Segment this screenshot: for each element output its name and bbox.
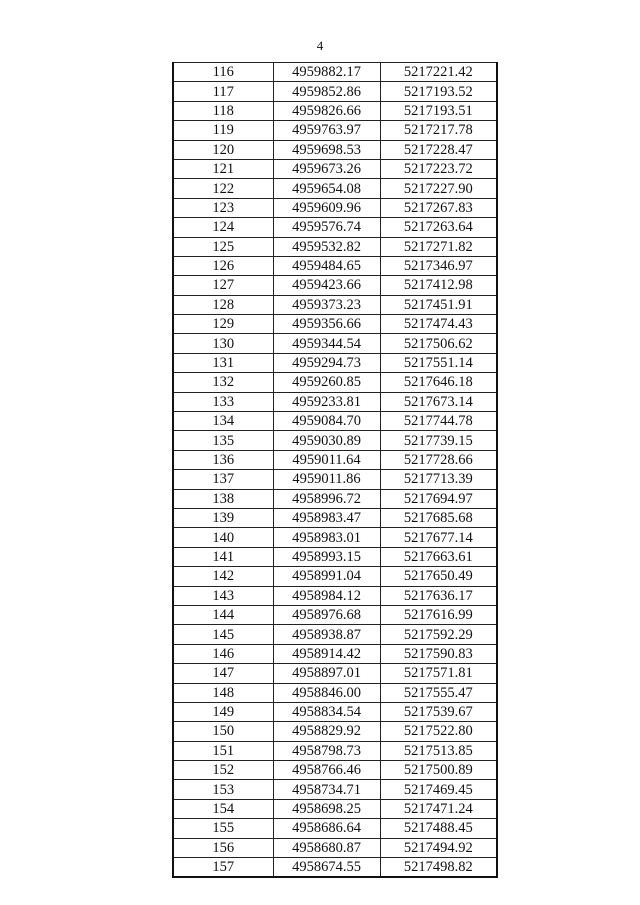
y-coordinate-cell: 5217592.29: [380, 625, 497, 644]
table-row: [173, 683, 497, 702]
table-row: [173, 508, 497, 527]
point-number-cell: 121: [173, 159, 273, 178]
table-row: [173, 780, 497, 799]
y-coordinate-cell: 5217522.80: [380, 722, 497, 741]
x-coordinate-cell: 4959532.82: [273, 237, 380, 256]
table-row: [173, 664, 497, 683]
x-coordinate-cell: 4959423.66: [273, 276, 380, 295]
point-number-cell: 143: [173, 586, 273, 605]
y-coordinate-cell: 5217590.83: [380, 644, 497, 663]
table-row: [173, 644, 497, 663]
table-row: [173, 567, 497, 586]
y-coordinate-cell: 5217571.81: [380, 664, 497, 683]
y-coordinate-cell: 5217223.72: [380, 159, 497, 178]
point-number-cell: 150: [173, 722, 273, 741]
table-row: [173, 159, 497, 178]
table-row: [173, 82, 497, 101]
x-coordinate-cell: 4959609.96: [273, 198, 380, 217]
table-row: [173, 799, 497, 818]
x-coordinate-cell: 4958734.71: [273, 780, 380, 799]
y-coordinate-cell: 5217500.89: [380, 761, 497, 780]
point-number-cell: 153: [173, 780, 273, 799]
table-row: [173, 431, 497, 450]
x-coordinate-cell: 4959852.86: [273, 82, 380, 101]
table-row: [173, 392, 497, 411]
point-number-cell: 117: [173, 82, 273, 101]
x-coordinate-cell: 4958674.55: [273, 858, 380, 878]
table-row: [173, 198, 497, 217]
table-row: [173, 295, 497, 314]
y-coordinate-cell: 5217227.90: [380, 179, 497, 198]
y-coordinate-cell: 5217513.85: [380, 741, 497, 760]
y-coordinate-cell: 5217494.92: [380, 838, 497, 857]
point-number-cell: 139: [173, 508, 273, 527]
table-row: [173, 218, 497, 237]
point-number-cell: 135: [173, 431, 273, 450]
table-row: [173, 412, 497, 431]
point-number-cell: 123: [173, 198, 273, 217]
point-number-cell: 134: [173, 412, 273, 431]
table-row: [173, 373, 497, 392]
point-number-cell: 140: [173, 528, 273, 547]
point-number-cell: 120: [173, 140, 273, 159]
point-number-cell: 116: [173, 63, 273, 82]
x-coordinate-cell: 4959011.64: [273, 450, 380, 469]
x-coordinate-cell: 4959576.74: [273, 218, 380, 237]
x-coordinate-cell: 4958993.15: [273, 547, 380, 566]
y-coordinate-cell: 5217616.99: [380, 605, 497, 624]
table-row: [173, 334, 497, 353]
x-coordinate-cell: 4959484.65: [273, 256, 380, 275]
x-coordinate-cell: 4958914.42: [273, 644, 380, 663]
point-number-cell: 144: [173, 605, 273, 624]
y-coordinate-cell: 5217713.39: [380, 470, 497, 489]
point-number-cell: 138: [173, 489, 273, 508]
table-row: [173, 315, 497, 334]
y-coordinate-cell: 5217451.91: [380, 295, 497, 314]
y-coordinate-cell: 5217636.17: [380, 586, 497, 605]
x-coordinate-cell: 4958766.46: [273, 761, 380, 780]
y-coordinate-cell: 5217469.45: [380, 780, 497, 799]
point-number-cell: 127: [173, 276, 273, 295]
point-number-cell: 151: [173, 741, 273, 760]
point-number-cell: 141: [173, 547, 273, 566]
x-coordinate-cell: 4958991.04: [273, 567, 380, 586]
point-number-cell: 152: [173, 761, 273, 780]
y-coordinate-cell: 5217685.68: [380, 508, 497, 527]
table-row: [173, 450, 497, 469]
point-number-cell: 148: [173, 683, 273, 702]
point-number-cell: 124: [173, 218, 273, 237]
table-row: [173, 761, 497, 780]
x-coordinate-cell: 4958698.25: [273, 799, 380, 818]
point-number-cell: 129: [173, 315, 273, 334]
coordinates-table-body: [173, 63, 497, 878]
y-coordinate-cell: 5217728.66: [380, 450, 497, 469]
table-row: [173, 586, 497, 605]
x-coordinate-cell: 4959084.70: [273, 412, 380, 431]
table-row: [173, 702, 497, 721]
x-coordinate-cell: 4959673.26: [273, 159, 380, 178]
point-number-cell: 119: [173, 121, 273, 140]
x-coordinate-cell: 4959826.66: [273, 101, 380, 120]
y-coordinate-cell: 5217267.83: [380, 198, 497, 217]
point-number-cell: 132: [173, 373, 273, 392]
y-coordinate-cell: 5217228.47: [380, 140, 497, 159]
y-coordinate-cell: 5217677.14: [380, 528, 497, 547]
y-coordinate-cell: 5217263.64: [380, 218, 497, 237]
point-number-cell: 137: [173, 470, 273, 489]
table-row: [173, 101, 497, 120]
y-coordinate-cell: 5217694.97: [380, 489, 497, 508]
y-coordinate-cell: 5217193.51: [380, 101, 497, 120]
table-row: [173, 489, 497, 508]
y-coordinate-cell: 5217650.49: [380, 567, 497, 586]
point-number-cell: 149: [173, 702, 273, 721]
table-row: [173, 625, 497, 644]
y-coordinate-cell: 5217739.15: [380, 431, 497, 450]
x-coordinate-cell: 4959294.73: [273, 353, 380, 372]
table-row: [173, 179, 497, 198]
x-coordinate-cell: 4959882.17: [273, 63, 380, 82]
y-coordinate-cell: 5217412.98: [380, 276, 497, 295]
table-row: [173, 237, 497, 256]
y-coordinate-cell: 5217539.67: [380, 702, 497, 721]
point-number-cell: 128: [173, 295, 273, 314]
table-row: [173, 63, 497, 82]
page-number: 4: [316, 38, 324, 53]
point-number-cell: 131: [173, 353, 273, 372]
x-coordinate-cell: 4959763.97: [273, 121, 380, 140]
x-coordinate-cell: 4958996.72: [273, 489, 380, 508]
table-row: [173, 819, 497, 838]
x-coordinate-cell: 4958938.87: [273, 625, 380, 644]
table-row: [173, 838, 497, 857]
x-coordinate-cell: 4959356.66: [273, 315, 380, 334]
y-coordinate-cell: 5217271.82: [380, 237, 497, 256]
table-row: [173, 256, 497, 275]
x-coordinate-cell: 4959011.86: [273, 470, 380, 489]
y-coordinate-cell: 5217551.14: [380, 353, 497, 372]
x-coordinate-cell: 4959373.23: [273, 295, 380, 314]
point-number-cell: 130: [173, 334, 273, 353]
table-row: [173, 140, 497, 159]
y-coordinate-cell: 5217346.97: [380, 256, 497, 275]
x-coordinate-cell: 4959030.89: [273, 431, 380, 450]
point-number-cell: 154: [173, 799, 273, 818]
point-number-cell: 122: [173, 179, 273, 198]
table-row: [173, 470, 497, 489]
point-number-cell: 155: [173, 819, 273, 838]
y-coordinate-cell: 5217217.78: [380, 121, 497, 140]
x-coordinate-cell: 4958798.73: [273, 741, 380, 760]
y-coordinate-cell: 5217471.24: [380, 799, 497, 818]
y-coordinate-cell: 5217498.82: [380, 858, 497, 878]
y-coordinate-cell: 5217193.52: [380, 82, 497, 101]
x-coordinate-cell: 4959698.53: [273, 140, 380, 159]
y-coordinate-cell: 5217506.62: [380, 334, 497, 353]
x-coordinate-cell: 4959260.85: [273, 373, 380, 392]
x-coordinate-cell: 4958983.47: [273, 508, 380, 527]
point-number-cell: 126: [173, 256, 273, 275]
table-row: [173, 121, 497, 140]
point-number-cell: 136: [173, 450, 273, 469]
x-coordinate-cell: 4958680.87: [273, 838, 380, 857]
point-number-cell: 145: [173, 625, 273, 644]
table-row: [173, 528, 497, 547]
table-row: [173, 547, 497, 566]
point-number-cell: 147: [173, 664, 273, 683]
point-number-cell: 133: [173, 392, 273, 411]
y-coordinate-cell: 5217474.43: [380, 315, 497, 334]
y-coordinate-cell: 5217663.61: [380, 547, 497, 566]
table-row: [173, 741, 497, 760]
x-coordinate-cell: 4958834.54: [273, 702, 380, 721]
y-coordinate-cell: 5217221.42: [380, 63, 497, 82]
x-coordinate-cell: 4958976.68: [273, 605, 380, 624]
x-coordinate-cell: 4958846.00: [273, 683, 380, 702]
x-coordinate-cell: 4958983.01: [273, 528, 380, 547]
point-number-cell: 125: [173, 237, 273, 256]
y-coordinate-cell: 5217555.47: [380, 683, 497, 702]
point-number-cell: 118: [173, 101, 273, 120]
y-coordinate-cell: 5217673.14: [380, 392, 497, 411]
point-number-cell: 142: [173, 567, 273, 586]
point-number-cell: 157: [173, 858, 273, 878]
x-coordinate-cell: 4959233.81: [273, 392, 380, 411]
x-coordinate-cell: 4958829.92: [273, 722, 380, 741]
y-coordinate-cell: 5217488.45: [380, 819, 497, 838]
x-coordinate-cell: 4958686.64: [273, 819, 380, 838]
x-coordinate-cell: 4958984.12: [273, 586, 380, 605]
x-coordinate-cell: 4959654.08: [273, 179, 380, 198]
x-coordinate-cell: 4958897.01: [273, 664, 380, 683]
point-number-cell: 156: [173, 838, 273, 857]
x-coordinate-cell: 4959344.54: [273, 334, 380, 353]
y-coordinate-cell: 5217744.78: [380, 412, 497, 431]
table-row: [173, 722, 497, 741]
table-row: [173, 858, 497, 878]
table-row: [173, 605, 497, 624]
y-coordinate-cell: 5217646.18: [380, 373, 497, 392]
table-row: [173, 276, 497, 295]
coordinates-table: [172, 62, 498, 878]
table-row: [173, 353, 497, 372]
point-number-cell: 146: [173, 644, 273, 663]
